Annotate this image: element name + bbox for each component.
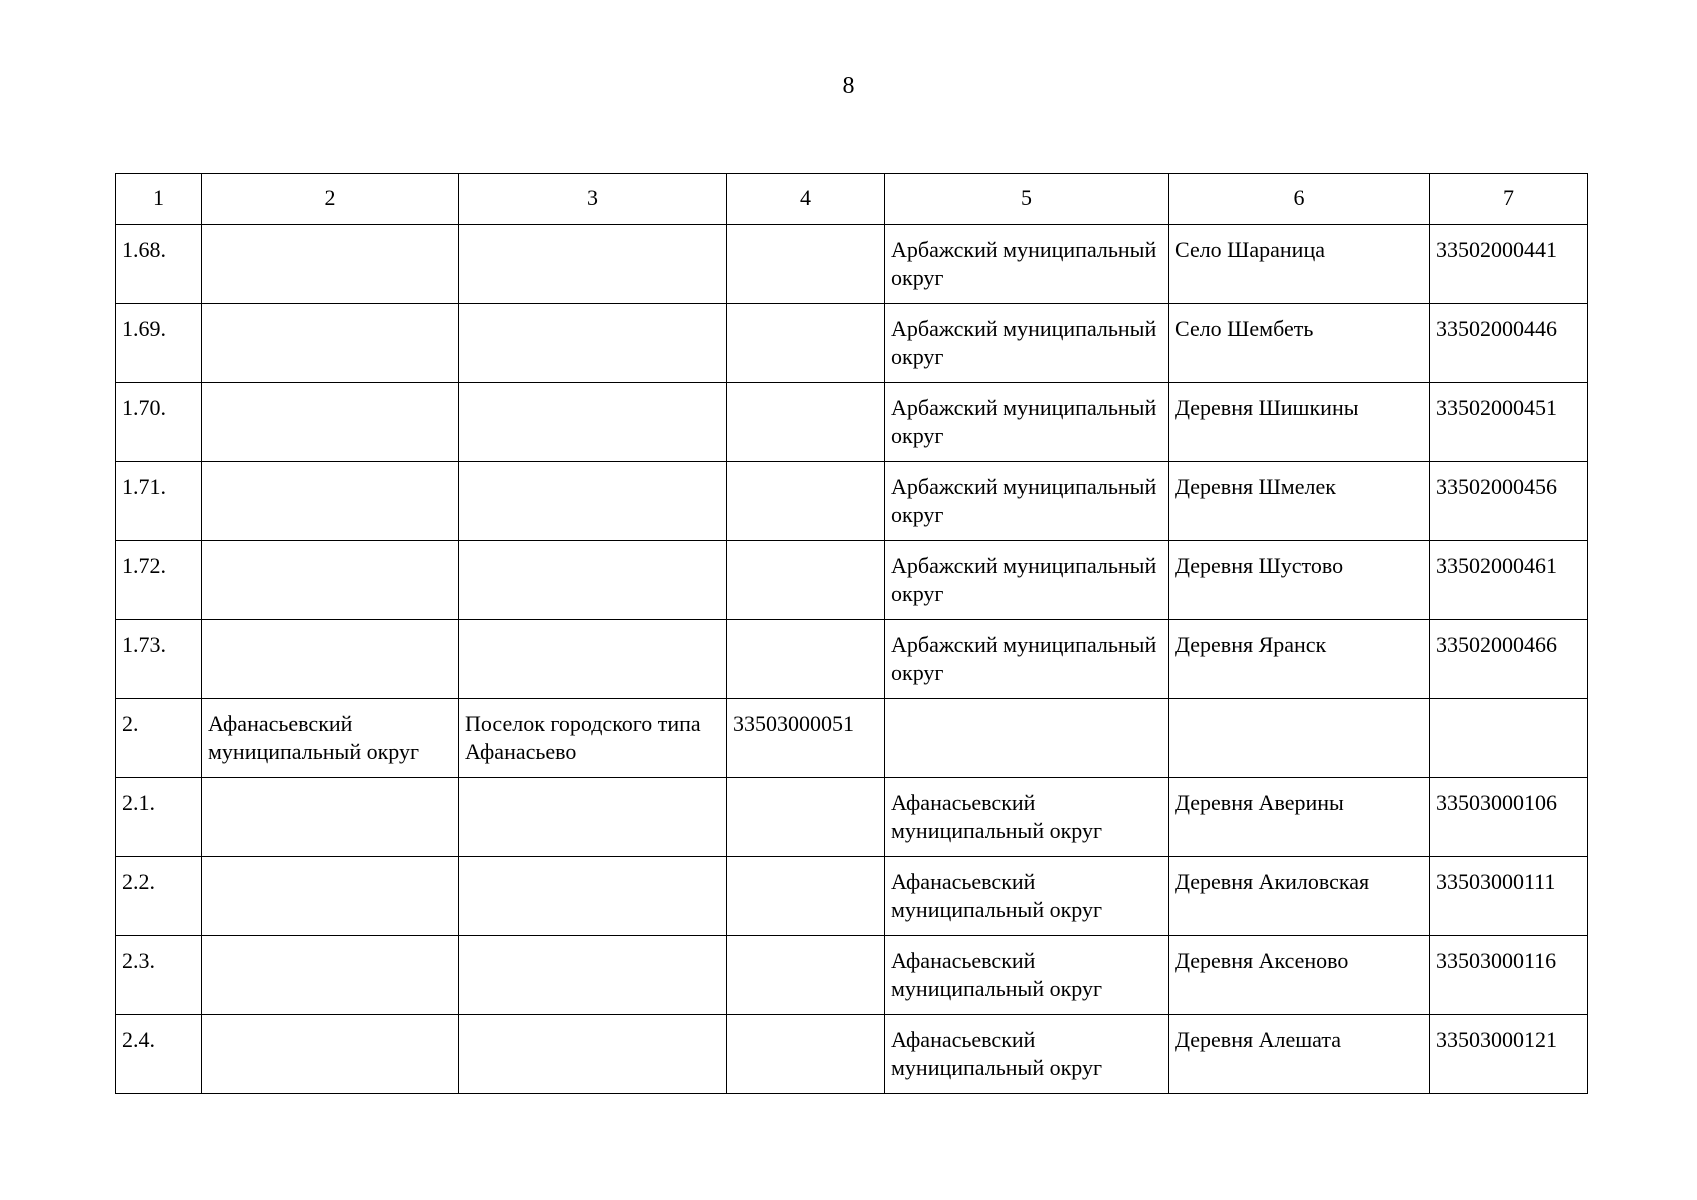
district-cell: Афанасьевский муниципальный округ (885, 857, 1169, 936)
row-number-cell: 1.72. (116, 541, 202, 620)
row-number-cell: 2.4. (116, 1015, 202, 1094)
settlement-code-cell (1430, 699, 1588, 778)
center-code-cell (727, 857, 885, 936)
row-number-cell: 1.71. (116, 462, 202, 541)
row-number-cell: 2.1. (116, 778, 202, 857)
center-settlement-cell (459, 857, 727, 936)
municipality-cell (202, 383, 459, 462)
table-row (116, 699, 1588, 778)
center-code-cell (727, 383, 885, 462)
district-cell: Афанасьевский муниципальный округ (885, 936, 1169, 1015)
row-number-cell: 2.3. (116, 936, 202, 1015)
settlement-cell: Село Шараница (1169, 225, 1430, 304)
column-header-6: 6 (1169, 174, 1430, 225)
column-header-3: 3 (459, 174, 727, 225)
center-code-cell: 33503000051 (727, 699, 885, 778)
settlement-code-cell: 33503000116 (1430, 936, 1588, 1015)
center-code-cell (727, 778, 885, 857)
district-cell: Арбажский муниципальный округ (885, 620, 1169, 699)
center-settlement-cell (459, 462, 727, 541)
center-settlement-cell (459, 383, 727, 462)
center-code-cell (727, 225, 885, 304)
center-settlement-cell (459, 1015, 727, 1094)
settlement-cell: Деревня Яранск (1169, 620, 1430, 699)
row-number-cell: 1.69. (116, 304, 202, 383)
district-cell (885, 699, 1169, 778)
center-settlement-cell (459, 620, 727, 699)
municipality-cell (202, 304, 459, 383)
settlement-cell (1169, 699, 1430, 778)
settlement-code-cell: 33502000456 (1430, 462, 1588, 541)
district-cell: Арбажский муниципальный округ (885, 541, 1169, 620)
district-cell: Арбажский муниципальный округ (885, 225, 1169, 304)
settlement-code-cell: 33503000111 (1430, 857, 1588, 936)
table-row (116, 857, 1588, 936)
row-number-cell: 2.2. (116, 857, 202, 936)
center-code-cell (727, 620, 885, 699)
settlement-cell: Деревня Шустово (1169, 541, 1430, 620)
municipality-cell (202, 1015, 459, 1094)
settlement-code-cell: 33502000441 (1430, 225, 1588, 304)
center-code-cell (727, 1015, 885, 1094)
center-settlement-cell: Поселок городского типа Афанасьево (459, 699, 727, 778)
settlement-cell: Деревня Шишкины (1169, 383, 1430, 462)
center-code-cell (727, 936, 885, 1015)
municipality-cell (202, 778, 459, 857)
settlement-cell: Деревня Шмелек (1169, 462, 1430, 541)
center-code-cell (727, 304, 885, 383)
settlement-code-cell: 33502000461 (1430, 541, 1588, 620)
table-row (116, 778, 1588, 857)
center-settlement-cell (459, 936, 727, 1015)
district-cell: Афанасьевский муниципальный округ (885, 778, 1169, 857)
column-header-4: 4 (727, 174, 885, 225)
settlement-code-cell: 33503000106 (1430, 778, 1588, 857)
column-header-2: 2 (202, 174, 459, 225)
page-number: 8 (842, 73, 855, 99)
municipality-cell (202, 225, 459, 304)
center-settlement-cell (459, 541, 727, 620)
municipality-cell (202, 857, 459, 936)
row-number-cell: 1.70. (116, 383, 202, 462)
municipality-cell (202, 620, 459, 699)
row-number-cell: 1.73. (116, 620, 202, 699)
settlement-code-cell: 33502000466 (1430, 620, 1588, 699)
column-header-7: 7 (1430, 174, 1588, 225)
settlement-cell: Деревня Алешата (1169, 1015, 1430, 1094)
district-cell: Арбажский муниципальный округ (885, 304, 1169, 383)
center-settlement-cell (459, 225, 727, 304)
table-row (116, 936, 1588, 1015)
table-row (116, 383, 1588, 462)
header-row (116, 174, 1588, 225)
table-row (116, 225, 1588, 304)
column-header-5: 5 (885, 174, 1169, 225)
center-code-cell (727, 541, 885, 620)
table-row (116, 304, 1588, 383)
table-row (116, 1015, 1588, 1094)
municipality-cell (202, 541, 459, 620)
center-settlement-cell (459, 304, 727, 383)
row-number-cell: 2. (116, 699, 202, 778)
district-cell: Афанасьевский муниципальный округ (885, 1015, 1169, 1094)
municipality-cell (202, 462, 459, 541)
municipality-cell (202, 936, 459, 1015)
center-settlement-cell (459, 778, 727, 857)
district-cell: Арбажский муниципальный округ (885, 462, 1169, 541)
settlement-cell: Деревня Аксеново (1169, 936, 1430, 1015)
settlement-cell: Деревня Аверины (1169, 778, 1430, 857)
district-cell: Арбажский муниципальный округ (885, 383, 1169, 462)
settlement-code-cell: 33503000121 (1430, 1015, 1588, 1094)
settlement-code-cell: 33502000446 (1430, 304, 1588, 383)
column-header-1: 1 (116, 174, 202, 225)
table-row (116, 462, 1588, 541)
settlement-cell: Деревня Акиловская (1169, 857, 1430, 936)
table-row (116, 541, 1588, 620)
municipality-cell: Афанасьевский муниципальный округ (202, 699, 459, 778)
table-row (116, 620, 1588, 699)
data-table (115, 173, 1588, 1094)
row-number-cell: 1.68. (116, 225, 202, 304)
center-code-cell (727, 462, 885, 541)
settlement-code-cell: 33502000451 (1430, 383, 1588, 462)
settlement-cell: Село Шембеть (1169, 304, 1430, 383)
